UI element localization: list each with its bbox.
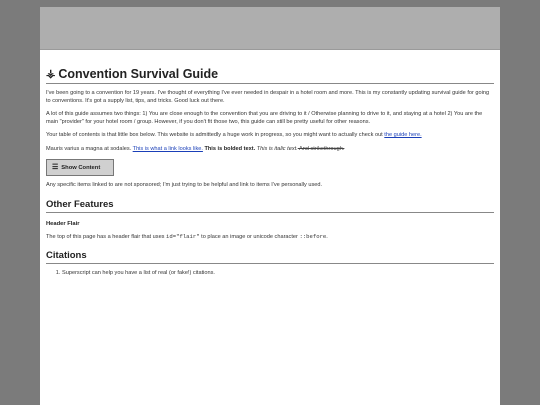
sample-strike-text: And strikethrough. <box>297 145 345 152</box>
sample-bold-text: This is bolded text. <box>202 145 256 152</box>
disclaimer-paragraph: Any specific items linked to are not sponsored; I'm just trying to be helpful and link to items I've personally used. <box>46 182 323 188</box>
sample-italic-text: This is italic text. <box>255 145 298 152</box>
sample-link[interactable]: This is what a link looks like. <box>132 145 203 152</box>
other-features-heading: Other Features <box>46 199 494 213</box>
show-content-button[interactable] <box>46 159 114 176</box>
header-banner <box>40 7 500 50</box>
sample-formatting-paragraph <box>46 146 494 154</box>
intro-paragraph: I've been going to a convention for 19 years. I've thought of everything I've ever needed in despair in a hotel room and more. This is my constantly updating survival guide for going to conventions. It's got a supply list, tips, and tricks. Good luck out there. <box>46 90 490 104</box>
toc-paragraph <box>46 132 494 140</box>
assumptions-paragraph: A lot of this guide assumes two things: 1) You are close enough to the convention that you are driving to it / Otherwise planning to drive to it, and staying at a hotel 2) You are the main "provider" for your hotel room / group. However, if you don't fit those two, this guide can still be pretty useful for other reasons. <box>46 111 483 125</box>
header-flair-paragraph <box>46 233 494 242</box>
show-content-label: Show Content <box>61 164 101 171</box>
page-title <box>46 67 494 84</box>
sample-plain-text: Mauris varius a magna at sodales. <box>46 145 133 152</box>
page-title-text: Convention Survival Guide <box>58 67 219 81</box>
main-content <box>40 67 500 278</box>
toc-text: Your table of contents is that little box below. This website is admittedly a huge work in progress, so you might want to actually check out <box>46 132 385 138</box>
flair-text-before: The top of this page has a header flair that uses <box>46 233 167 240</box>
citations-list <box>46 270 494 278</box>
flair-id-code: id="flair" <box>166 232 200 240</box>
citations-heading: Citations <box>46 250 494 264</box>
header-flair-icon: ⚶ <box>46 67 56 80</box>
header-flair-subheading: Header Flair <box>46 220 80 227</box>
citation-item: 1. Superscript can help you have a list of real (or fake!) citations. <box>62 270 494 278</box>
flair-text-after: . <box>326 233 328 240</box>
flair-text-middle: to place an image or unicode character <box>199 233 300 240</box>
menu-icon: ☰ <box>52 164 59 171</box>
before-pseudo-code: ::before <box>299 232 327 240</box>
guide-link[interactable]: the guide here. <box>384 132 422 138</box>
page <box>40 7 500 405</box>
